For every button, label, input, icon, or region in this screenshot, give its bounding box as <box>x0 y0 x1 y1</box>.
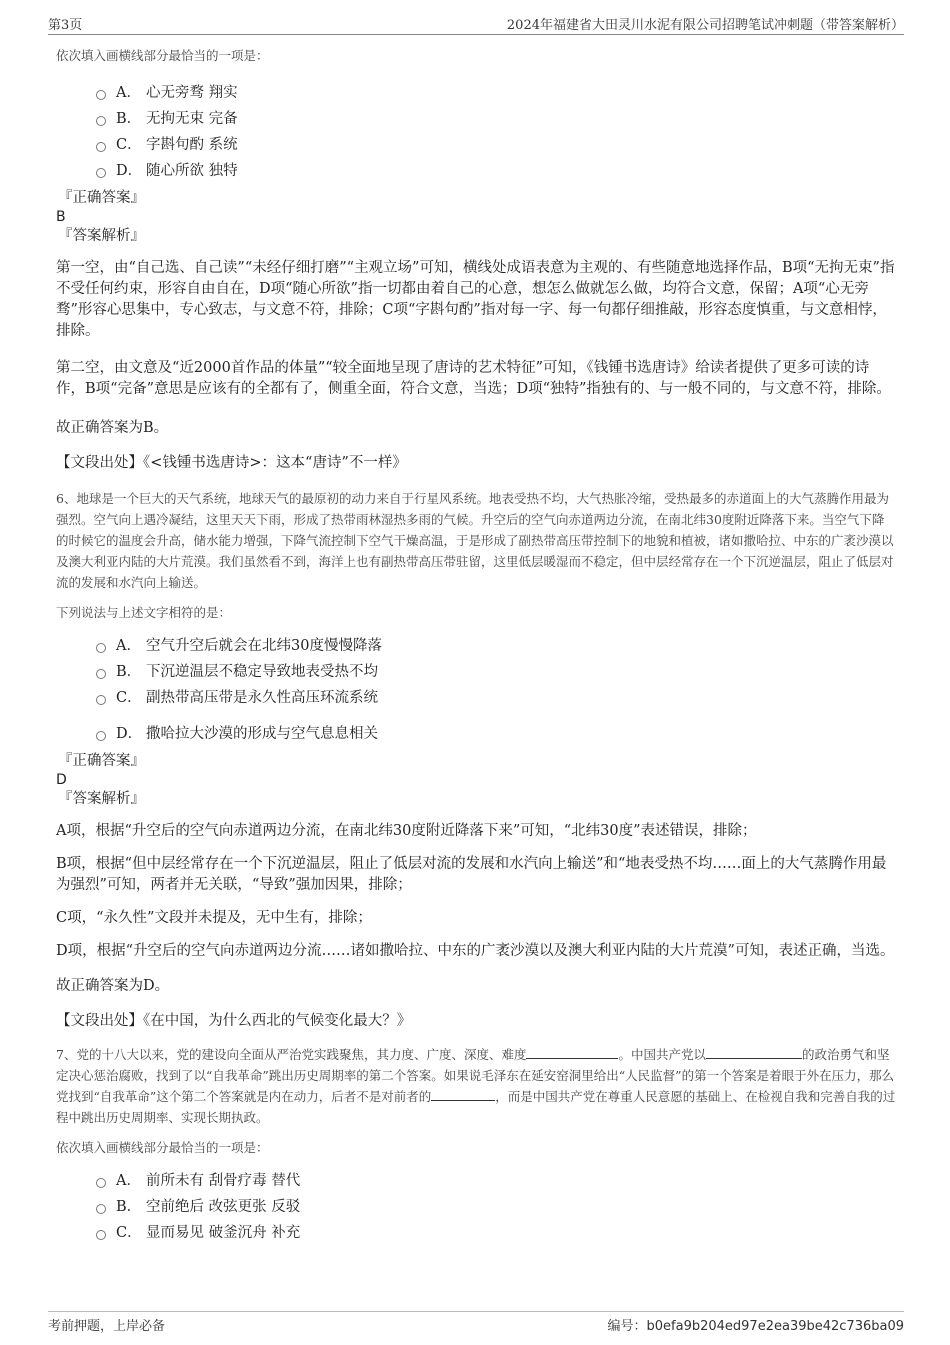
fill-blank-3[interactable] <box>431 1088 495 1101</box>
footer-slogan: 考前押题，上岸必备 <box>48 1319 166 1334</box>
q7-option-c[interactable]: C． 显而易见 破釜沉舟 补充 <box>96 1220 896 1246</box>
q6-options <box>96 633 896 747</box>
q7-options <box>96 1168 896 1246</box>
q7-prompt: 依次填入画横线部分最恰当的一项是： <box>56 1140 269 1155</box>
q5-analysis-label: 『答案解析』 <box>58 228 145 244</box>
analysis-paragraph: C项，“永久性”文段并未提及，无中生有，排除； <box>56 910 372 926</box>
q6-option-d[interactable]: D． 撒哈拉大沙漠的形成与空气息息相关 <box>96 721 896 747</box>
q7-option-b[interactable]: B． 空前绝后 改弦更张 反驳 <box>96 1194 896 1220</box>
radio-icon[interactable] <box>96 90 106 100</box>
page-number: 第3页 <box>48 18 83 33</box>
radio-icon[interactable] <box>96 1178 106 1188</box>
q6-prompt: 下列说法与上述文字相符的是： <box>56 605 232 620</box>
radio-icon[interactable] <box>96 669 106 679</box>
q5-source: 【文段出处】《<钱锺书选唐诗>：这本“唐诗”不一样》 <box>56 455 407 471</box>
q6-answer: D <box>56 772 67 788</box>
document-body <box>56 46 896 1246</box>
radio-icon[interactable] <box>96 142 106 152</box>
radio-icon[interactable] <box>96 168 106 178</box>
analysis-paragraph: B项，根据“但中层经常存在一个下沉逆温层，阻止了低层对流的发展和水汽向上输送”和“地表受热不均……面上的大气蒸腾作用最为强烈”可知，两者并无关联，“导致”强加因果，排除； <box>56 856 887 893</box>
fill-blank-1[interactable] <box>526 1046 618 1059</box>
q6-answer-label: 『正确答案』 <box>58 753 145 769</box>
q5-answer-label: 『正确答案』 <box>58 190 145 206</box>
radio-icon[interactable] <box>96 731 106 741</box>
radio-icon[interactable] <box>96 1230 106 1240</box>
q6-analysis <box>56 821 896 997</box>
q5-analysis <box>56 258 896 439</box>
q5-option-c[interactable]: C． 字斟句酌 系统 <box>96 132 896 158</box>
q7-option-a[interactable]: A． 前所未有 刮骨疗毒 替代 <box>96 1168 896 1194</box>
q5-prompt: 依次填入画横线部分最恰当的一项是： <box>56 48 269 63</box>
q5-option-a[interactable]: A． 心无旁骛 翔实 <box>96 80 896 106</box>
radio-icon[interactable] <box>96 643 106 653</box>
q6-analysis-label: 『答案解析』 <box>58 791 145 807</box>
analysis-paragraph: 第一空，由“自己选、自己读”“未经仔细打磨”“主观立场”可知，横线处成语表意为主观的、有些随意地选择作品，B项“无拘无束”指不受任何约束，形容自由自在，D项“随心所欲”指一切都由着自己的心意，想怎么做就怎么做，均符合文意，保留；A项“心无旁骛”形容心思集中，专心致志，与文意不符，排除；C项“字斟句酌”指对每一字、每一句都仔细推敲，形容态度慎重，与文意相悖，排除。 <box>56 260 895 339</box>
analysis-paragraph: D项，根据“升空后的空气向赤道两边分流……诸如撒哈拉、中东的广袤沙漠以及澳大利亚内陆的大片荒漠”可知，表述正确，当选。 <box>56 943 895 959</box>
q5-options <box>96 80 896 184</box>
analysis-paragraph: 故正确答案为D。 <box>56 978 170 994</box>
analysis-paragraph: 故正确答案为B。 <box>56 420 169 436</box>
analysis-paragraph: 第二空，由文意及“近2000首作品的体量”“较全面地呈现了唐诗的艺术特征”可知，《钱锺书选唐诗》给读者提供了更多可读的诗作，B项“完备”意思是应该有的全都有了，侧重全面，符合文意，当选；D项“独特”指独有的、与一般不同的，与文意不符，排除。 <box>56 360 891 397</box>
q7-passage: 7、党的十八大以来，党的建设向全面从严治党实践聚焦，其力度、广度、深度、难度 。中国共产党以 的政治勇气和坚定决心惩治腐败，找到了以“自我革命”跳出历史周期率的第二个答案。如果说毛泽东在延安窑洞里给出“人民监督”的第一个答案是着眼于外在压力，那么党找到“自我革命”这个第二个答案就是内在动力，后者不是对前者的 ，而是中国共产党在尊重人民意愿的基础上、在检视自我和完善自我的过程中跳出历史周期率、实现长期执政。 <box>56 1047 896 1125</box>
q6-option-a[interactable]: A． 空气升空后就会在北纬30度慢慢降落 <box>96 633 896 659</box>
q5-option-b[interactable]: B． 无拘无束 完备 <box>96 106 896 132</box>
page-footer <box>48 1311 904 1334</box>
fill-blank-2[interactable] <box>706 1046 802 1059</box>
radio-icon[interactable] <box>96 116 106 126</box>
radio-icon[interactable] <box>96 1204 106 1214</box>
q6-source: 【文段出处】《在中国，为什么西北的气候变化最大？》 <box>56 1013 412 1029</box>
q5-answer: B <box>56 209 66 225</box>
q6-option-b[interactable]: B． 下沉逆温层不稳定导致地表受热不均 <box>96 659 896 685</box>
page-header <box>48 14 904 35</box>
document-code: 编号：b0efa9b204ed97e2ea39be42c736ba09 <box>607 1319 904 1334</box>
q6-passage: 6、地球是一个巨大的天气系统，地球天气的最原初的动力来自于行星风系统。地表受热不均，大气热胀冷缩，受热最多的赤道面上的大气蒸腾作用最为强烈。空气向上遇冷凝结，这里天天下雨，形成了热带雨林湿热多雨的气候。升空后的空气向赤道两边分流，在南北纬30度附近降落下来。当空气下降的时候它的温度会升高，储水能力增强，下降气流控制下空气干燥高温，于是形成了副热带高压带控制下的地貌和植被，诸如撒哈拉、中东的广袤沙漠以及澳大利亚内陆的大片荒漠。我们虽然看不到，海洋上也有副热带高压带驻留，这里低层暖湿而不稳定，但中层经常存在一个下沉逆温层，阻止了低层对流的发展和水汽向上输送。 <box>56 491 894 590</box>
radio-icon[interactable] <box>96 695 106 705</box>
document-title: 2024年福建省大田灵川水泥有限公司招聘笔试冲刺题（带答案解析） <box>506 18 904 33</box>
q5-option-d[interactable]: D． 随心所欲 独特 <box>96 158 896 184</box>
q6-option-c[interactable]: C． 副热带高压带是永久性高压环流系统 <box>96 685 896 711</box>
analysis-paragraph: A项，根据“升空后的空气向赤道两边分流，在南北纬30度附近降落下来”可知，“北纬30度”表述错误，排除； <box>56 823 757 839</box>
